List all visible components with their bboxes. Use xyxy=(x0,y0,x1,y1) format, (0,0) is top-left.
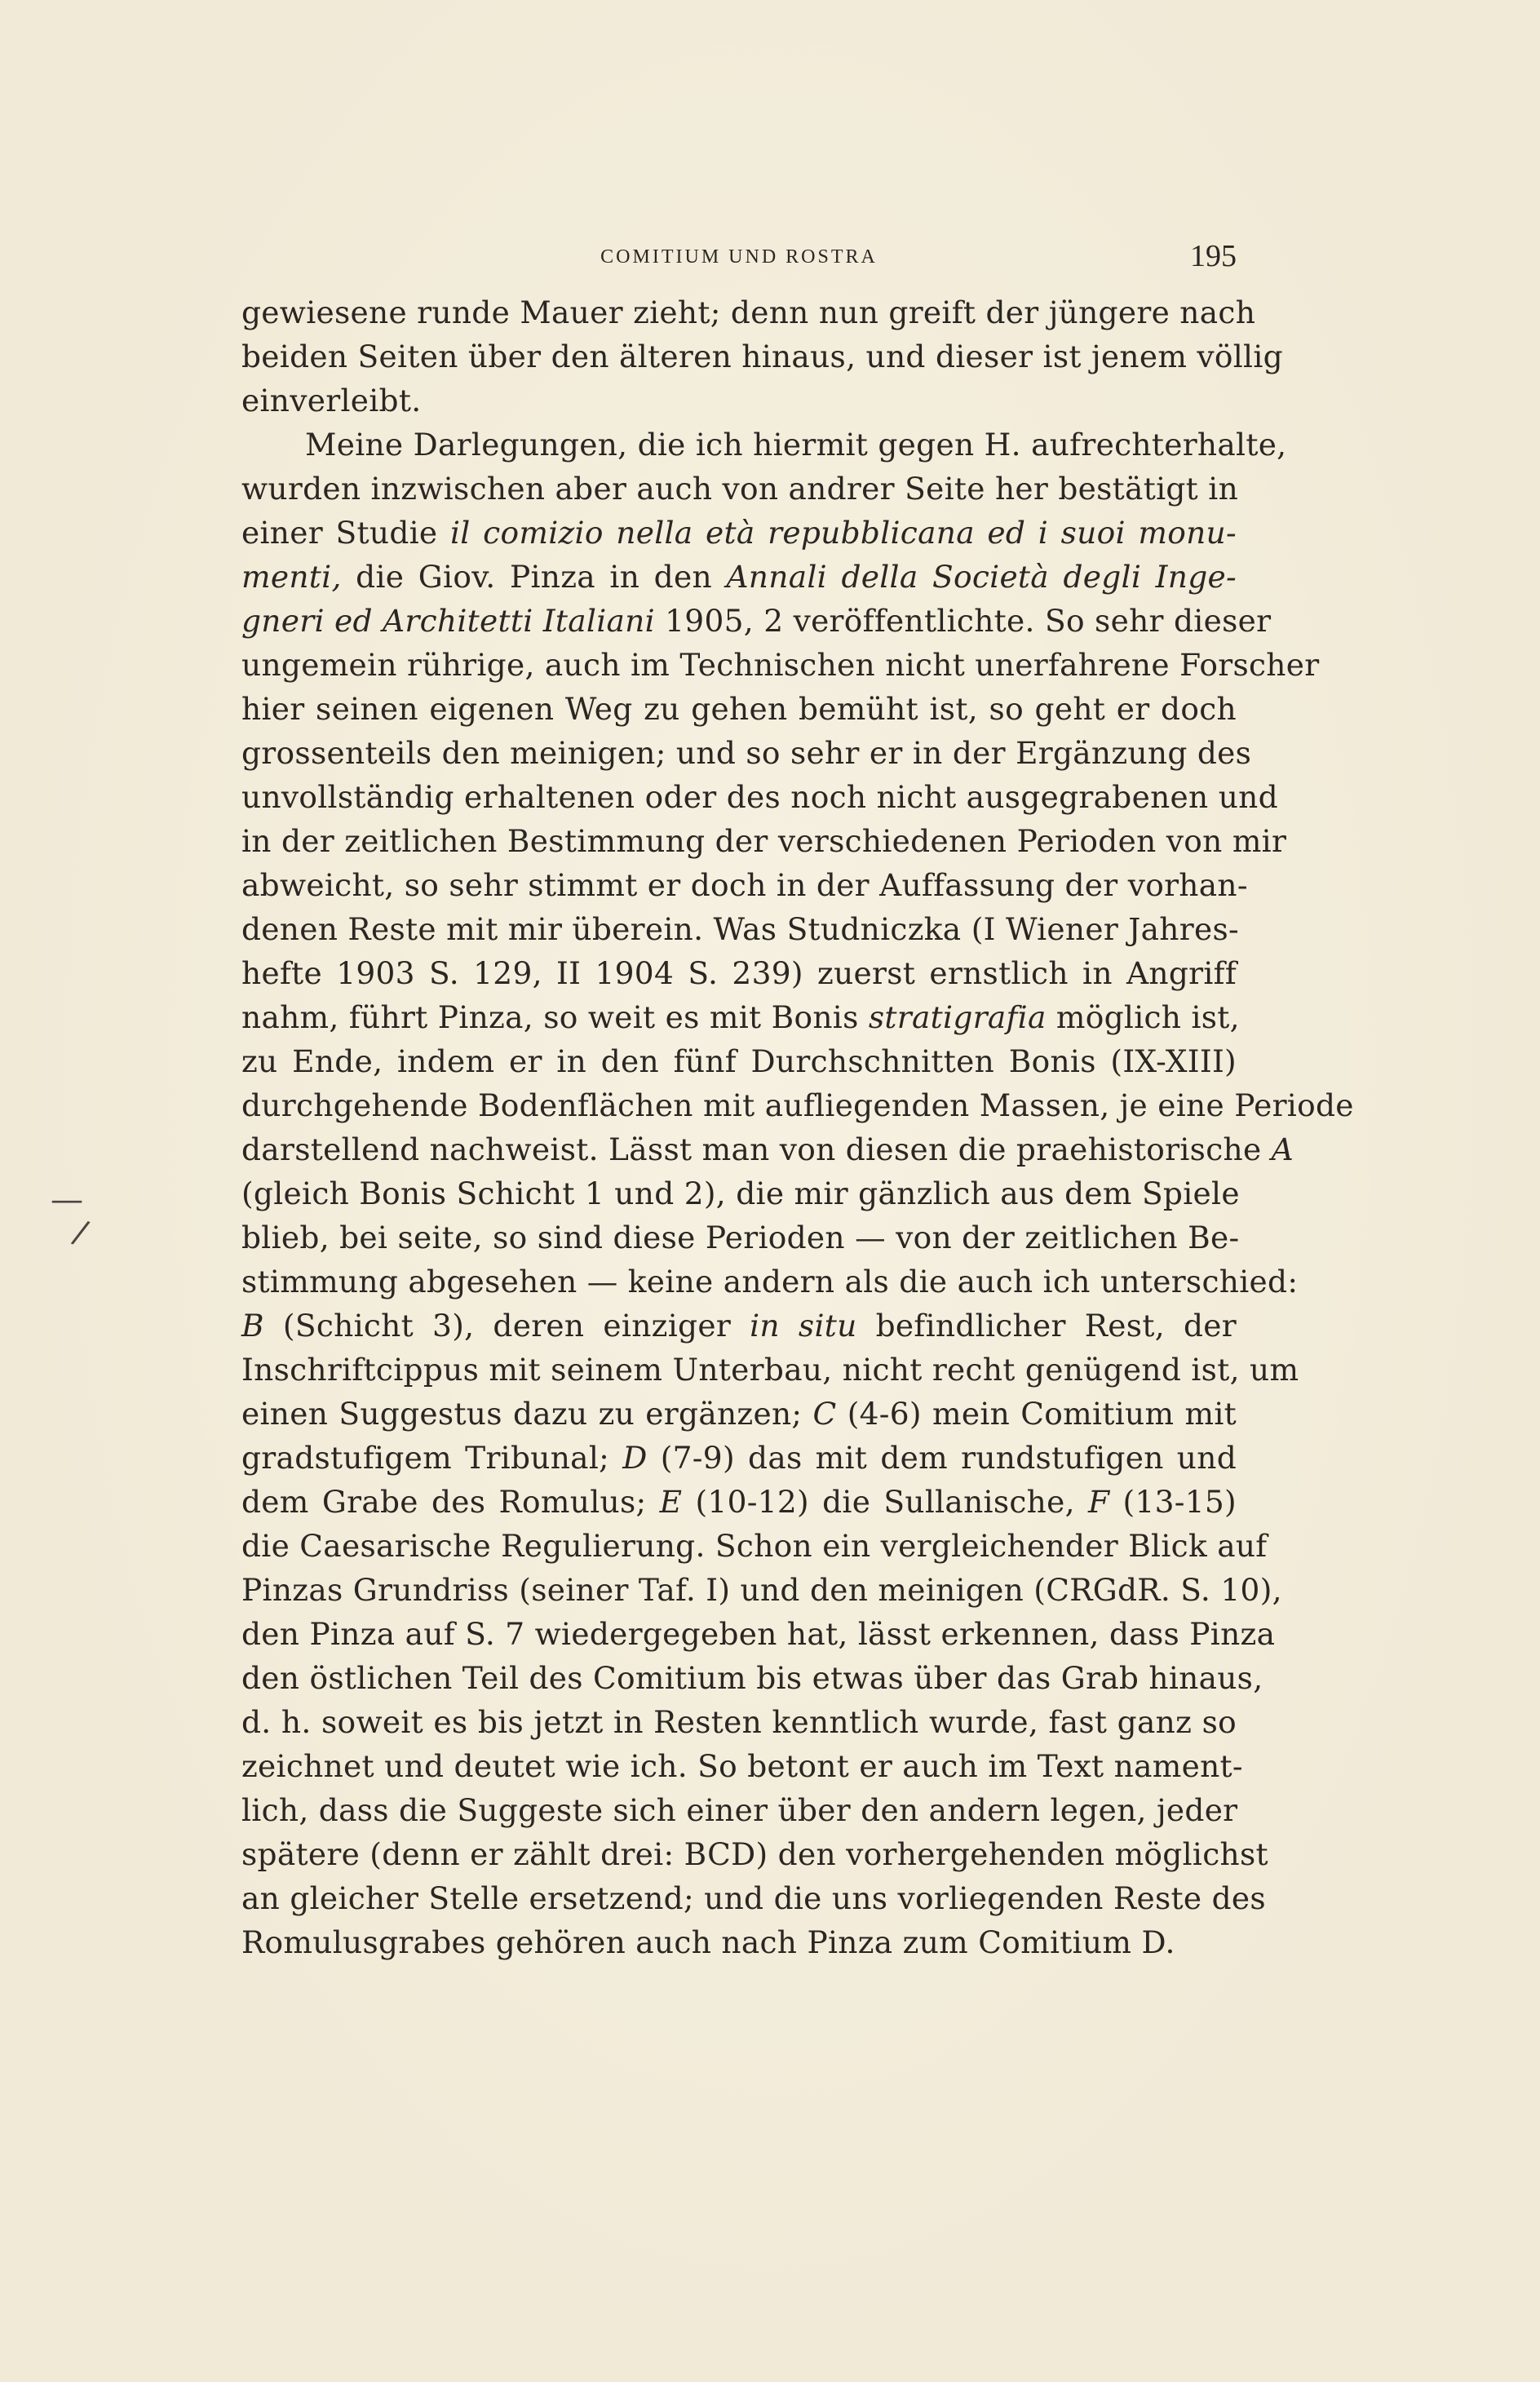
text-segment: Pinzas Grundriss (seiner Taf. I) und den meinigen (CRGdR. S. 10), xyxy=(241,1572,1282,1608)
text-segment: beiden Seiten über den älteren hinaus, und dieser ist jenem völlig xyxy=(241,339,1283,374)
text-segment: d. h. soweit es bis jetzt in Resten kenntlich wurde, fast ganz so xyxy=(241,1704,1237,1740)
paragraph xyxy=(241,423,1354,1964)
text-segment: 1905, 2 veröffentlichte. So sehr dieser xyxy=(654,603,1272,639)
text-segment: gewiesene runde Mauer zieht; denn nun greift der jüngere nach xyxy=(241,294,1256,330)
text-segment: ungemein rührige, auch im Technischen nicht unerfahrene Forscher xyxy=(241,647,1320,683)
text-line xyxy=(241,687,1237,731)
text-segment: Inschriftcippus mit seinem Unterbau, nicht recht genügend ist, um xyxy=(241,1352,1299,1388)
text-segment: unvollständig erhaltenen oder des noch nicht ausgegrabenen und xyxy=(241,779,1278,815)
italic-text: B xyxy=(241,1308,264,1344)
text-line xyxy=(241,1788,1237,1832)
text-line xyxy=(241,1436,1237,1480)
text-segment: (10-12) die Sullanische, xyxy=(682,1484,1089,1520)
text-line xyxy=(241,1083,1354,1127)
text-segment: die Caesarische Regulierung. Schon ein vergleichender Blick auf xyxy=(241,1528,1268,1564)
text-segment: stimmung abgesehen — keine andern als die auch ich unterschied: xyxy=(241,1264,1299,1299)
text-segment: den Pinza auf S. 7 wiedergegeben hat, lässt erkennen, dass Pinza xyxy=(241,1616,1276,1652)
text-segment: hier seinen eigenen Weg zu gehen bemüht ist, so geht er doch xyxy=(241,691,1237,727)
text-segment: zu Ende, indem er in den fünf Durchschnitten Bonis (IX-XIII) xyxy=(241,1043,1237,1079)
text-line xyxy=(241,1039,1237,1083)
text-segment: blieb, bei seite, so sind diese Perioden — von der zeitlichen Be- xyxy=(241,1220,1240,1255)
text-line xyxy=(241,290,1256,334)
text-line xyxy=(241,1260,1299,1304)
text-segment: gradstufigem Tribunal; xyxy=(241,1440,623,1476)
text-segment: die Giov. Pinza in den xyxy=(341,559,727,595)
text-line xyxy=(241,819,1287,863)
text-line xyxy=(241,863,1248,907)
text-segment: möglich ist, xyxy=(1046,999,1240,1035)
text-segment: hefte 1903 S. 129, II 1904 S. 239) zuerst ernstlich in Angriff xyxy=(241,955,1237,991)
italic-text: E xyxy=(659,1484,683,1520)
text-segment: wurden inzwischen aber auch von andrer Seite her bestätigt in xyxy=(241,471,1239,507)
text-segment: den östlichen Teil des Comitium bis etwas über das Grab hinaus, xyxy=(241,1660,1263,1696)
text-line xyxy=(241,1524,1268,1568)
text-line xyxy=(241,1876,1266,1920)
text-segment: spätere (denn er zählt drei: BCD) den vorhergehenden möglichst xyxy=(241,1836,1268,1872)
text-line xyxy=(241,1127,1294,1171)
margin-slash-mark: / xyxy=(69,1213,92,1252)
text-line xyxy=(241,1392,1237,1436)
italic-text: stratigrafia xyxy=(868,999,1047,1035)
text-segment: abweicht, so sehr stimmt er doch in der Auffassung der vorhan- xyxy=(241,867,1248,903)
text-line xyxy=(241,1612,1276,1656)
text-line xyxy=(241,731,1252,775)
italic-text: F xyxy=(1088,1484,1110,1520)
text-segment: (4-6) mein Comitium mit xyxy=(836,1396,1237,1432)
text-segment: lich, dass die Suggeste sich einer über den andern legen, jeder xyxy=(241,1792,1238,1828)
italic-text: A xyxy=(1271,1131,1294,1167)
text-segment: einen Suggestus dazu zu ergänzen; xyxy=(241,1396,813,1432)
page-number: 195 xyxy=(1190,239,1237,273)
italic-text: gneri ed Architetti Italiani xyxy=(241,603,655,639)
text-segment: Romulusgrabes gehören auch nach Pinza zum Comitium D. xyxy=(241,1924,1175,1960)
text-line xyxy=(241,907,1237,951)
text-segment: grossenteils den meinigen; und so sehr er in der Ergänzung des xyxy=(241,735,1252,771)
text-line xyxy=(241,467,1237,511)
text-segment: nahm, führt Pinza, so weit es mit Bonis xyxy=(241,999,869,1035)
text-line xyxy=(241,1480,1237,1524)
body-text xyxy=(241,290,1354,1964)
text-line xyxy=(241,1304,1237,1348)
text-line xyxy=(241,1920,1237,1964)
text-segment: zeichnet und deutet wie ich. So betont er auch im Text nament- xyxy=(241,1748,1243,1784)
text-segment: (Schicht 3), deren einziger xyxy=(263,1308,750,1344)
text-segment: darstellend nachweist. Lässt man von diesen die praehistorische xyxy=(241,1131,1272,1167)
text-segment: (7-9) das mit dem rundstufigen und xyxy=(647,1440,1237,1476)
italic-text: in situ xyxy=(750,1308,857,1344)
text-segment: an gleicher Stelle ersetzend; und die uns vorliegenden Reste des xyxy=(241,1880,1266,1916)
italic-text: D xyxy=(622,1440,648,1476)
text-line xyxy=(241,1171,1240,1215)
text-line xyxy=(241,334,1283,379)
text-line xyxy=(241,995,1240,1039)
text-line xyxy=(241,1348,1299,1392)
text-segment: befindlicher Rest, der xyxy=(856,1308,1237,1344)
text-line xyxy=(241,1568,1282,1612)
text-line xyxy=(241,775,1278,819)
text-segment: einverleibt. xyxy=(241,383,422,418)
text-line xyxy=(241,1215,1240,1260)
text-line xyxy=(241,1700,1237,1744)
text-segment: (gleich Bonis Schicht 1 und 2), die mir gänzlich aus dem Spiele xyxy=(241,1176,1240,1211)
text-line xyxy=(241,1832,1268,1876)
text-line xyxy=(241,951,1237,995)
text-line xyxy=(241,555,1237,599)
text-segment: Meine Darlegungen, die ich hiermit gegen H. aufrechterhalte, xyxy=(305,427,1287,463)
margin-dash-mark: — xyxy=(51,1181,83,1219)
text-line xyxy=(241,599,1272,643)
italic-text: C xyxy=(812,1396,837,1432)
text-segment: einer Studie xyxy=(241,515,450,551)
text-segment: dem Grabe des Romulus; xyxy=(241,1484,660,1520)
text-line xyxy=(241,511,1237,555)
italic-text: il comizio nella età repubblicana ed i suoi monu- xyxy=(450,515,1237,551)
text-line xyxy=(241,1656,1263,1700)
text-line xyxy=(241,643,1320,687)
paragraph xyxy=(241,290,1283,423)
text-segment: durchgehende Bodenflächen mit aufliegenden Massen, je eine Periode xyxy=(241,1087,1354,1123)
text-segment: in der zeitlichen Bestimmung der verschiedenen Perioden von mir xyxy=(241,823,1287,859)
page-header xyxy=(241,238,1237,287)
running-title: COMITIUM UND ROSTRA xyxy=(600,246,878,268)
text-line xyxy=(241,379,1237,423)
text-line xyxy=(241,423,1287,467)
text-segment: (13-15) xyxy=(1109,1484,1237,1520)
italic-text: menti, xyxy=(241,559,342,595)
italic-text: Annali della Società degli Inge- xyxy=(726,559,1237,595)
text-segment: denen Reste mit mir überein. Was Studniczka (I Wiener Jahres- xyxy=(241,911,1239,947)
text-line xyxy=(241,1744,1243,1788)
